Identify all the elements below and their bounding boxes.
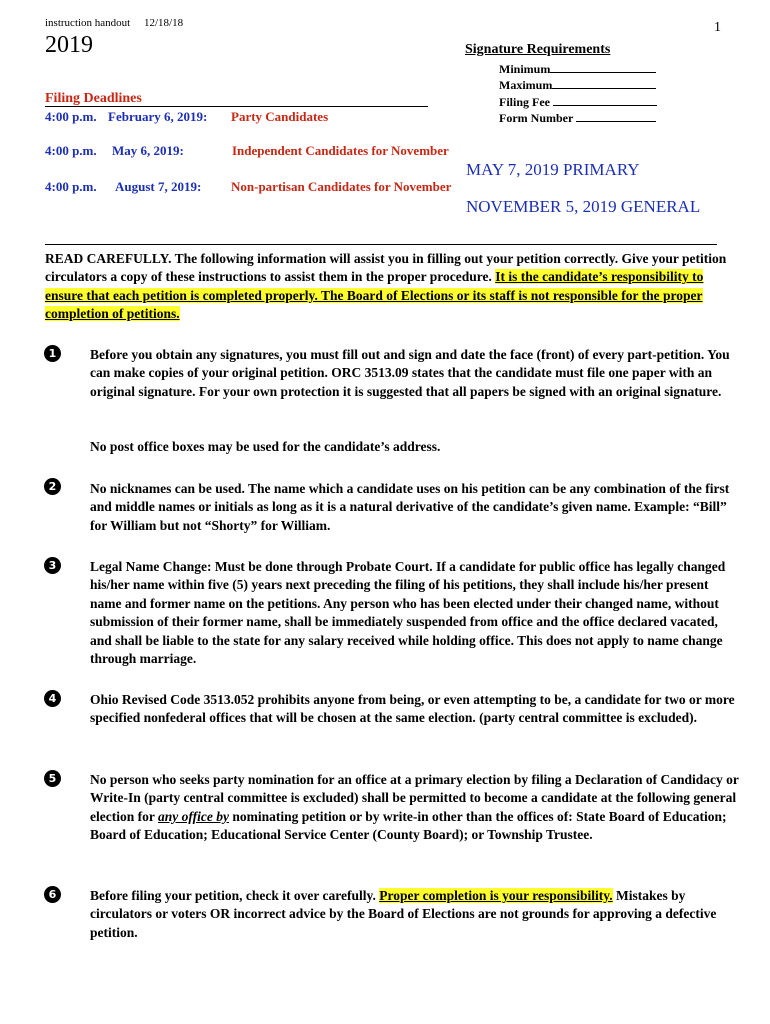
item-4-text: Ohio Revised Code 3513.052 prohibits anyone from being, or even attempting to be, a candidate for two or more specified nonfederal offices that will be chosen at the same election. (party central committee is excluded). [90,692,735,726]
deadline-3-date: August 7, 2019: [115,179,202,194]
sig-form-number-field [499,110,656,126]
doc-date: 12/18/18 [144,17,184,29]
number-three-icon: 3 [44,557,61,574]
item-5-text-after: nominating petition or by write-in other than the offices of: State Board of Education; Board of Education; Educational Service Center (County Board); or Township Trustee. [90,808,727,843]
item-5-text-before: No person who seeks party nomination for an office at a primary election by filing a Declaration of Candidacy or Write-In (party central committee is excluded) shall be permitted to become a candidate at the following general election for [90,772,739,824]
deadline-1-who: Party Candidates [231,109,329,124]
doc-type-label: instruction handout [45,17,131,29]
deadline-2-time: 4:00 p.m. [45,143,97,158]
signature-requirements-title: Signature Requirements [465,42,611,57]
sig-field-label: Maximum [499,78,553,92]
deadline-3-who: Non-partisan Candidates for November [231,179,452,194]
item-6-text-after: Mistakes by circulators or voters OR incorrect advice by the Board of Elections are not grounds for approving a defective petition. [90,888,717,940]
deadline-1-time: 4:00 p.m. [45,109,97,124]
sig-maximum-field [499,77,656,93]
read-carefully-text: READ CAREFULLY. The following information will assist you in filling out your petition correctly. Give your petition circulators a copy of these instructions to assist them in the proper procedure. [45,251,727,285]
sig-field-label: Minimum [499,62,551,76]
item-5-text [90,771,740,845]
general-election-heading: NOVEMBER 5, 2019 GENERAL [466,197,701,216]
number-five-icon: 5 [44,770,61,787]
number-two-icon: 2 [44,478,61,495]
item-2-text: No nicknames can be used. The name which a candidate uses on his petition can be any combination of the first and middle names or initials as long as it is a natural derivative of the candidate’s given name. Example: “Bill” for William but not “Shorty” for William. [90,481,730,533]
deadline-2-who: Independent Candidates for November [232,143,449,158]
sig-field-blank [550,61,656,73]
sig-field-blank [576,110,656,122]
item-1-text: Before you obtain any signatures, you must fill out and sign and date the face (front) of every part-petition. You can make copies of your original petition. ORC 3513.09 states that the candidate must file one paper with an original signature. For your own protection it is suggested that all papers be signed with an original signature. [90,347,730,399]
item-5-emphasis: any office by [157,808,229,824]
number-one-icon: 1 [44,345,61,362]
page-number: 1 [714,20,721,35]
item-3-text: Legal Name Change: Must be done through Probate Court. If a candidate for public office has legally changed his/her name within five (5) years next preceding the filing of his petitions, they shall include his/her present name and former name on the petitions. Any person who has been elected under their changed name, without submission of their former name, shall be immediately suspended from office and the office declared vacated, and shall be liable to the state for any salary received while holding office. This does not apply to name change through marriage. [90,559,726,667]
number-six-icon: 6 [44,886,61,903]
year-heading: 2019 [45,32,93,58]
deadline-3-time: 4:00 p.m. [45,179,97,194]
sig-filing-fee-field [499,94,657,110]
item-6-text [90,887,740,942]
item-6-highlight: Proper completion is your responsibility. [379,888,613,903]
deadline-1-date: February 6, 2019: [108,109,208,124]
item-1-note: No post office boxes may be used for the candidate’s address. [90,439,441,454]
sig-field-blank [553,94,657,106]
sig-minimum-field [499,61,656,77]
sig-field-label: Form Number [499,111,574,125]
responsibility-highlight: It is the candidate’s responsibility to ensure that each petition is completed properly. The Board of Elections or its staff is not responsible for the proper completion of petitions. [45,269,704,322]
number-four-icon: 4 [44,690,61,707]
section-divider [45,244,717,245]
filing-deadlines-title: Filing Deadlines [45,91,142,106]
item-6-text-before: Before filing your petition, check it over carefully. [90,888,380,903]
read-carefully-paragraph [45,250,735,324]
sig-field-label: Filing Fee [499,95,550,109]
deadline-2-date: May 6, 2019: [112,143,184,158]
filing-deadlines-rule [45,106,428,107]
primary-election-heading: MAY 7, 2019 PRIMARY [466,160,640,179]
sig-field-blank [552,77,656,89]
